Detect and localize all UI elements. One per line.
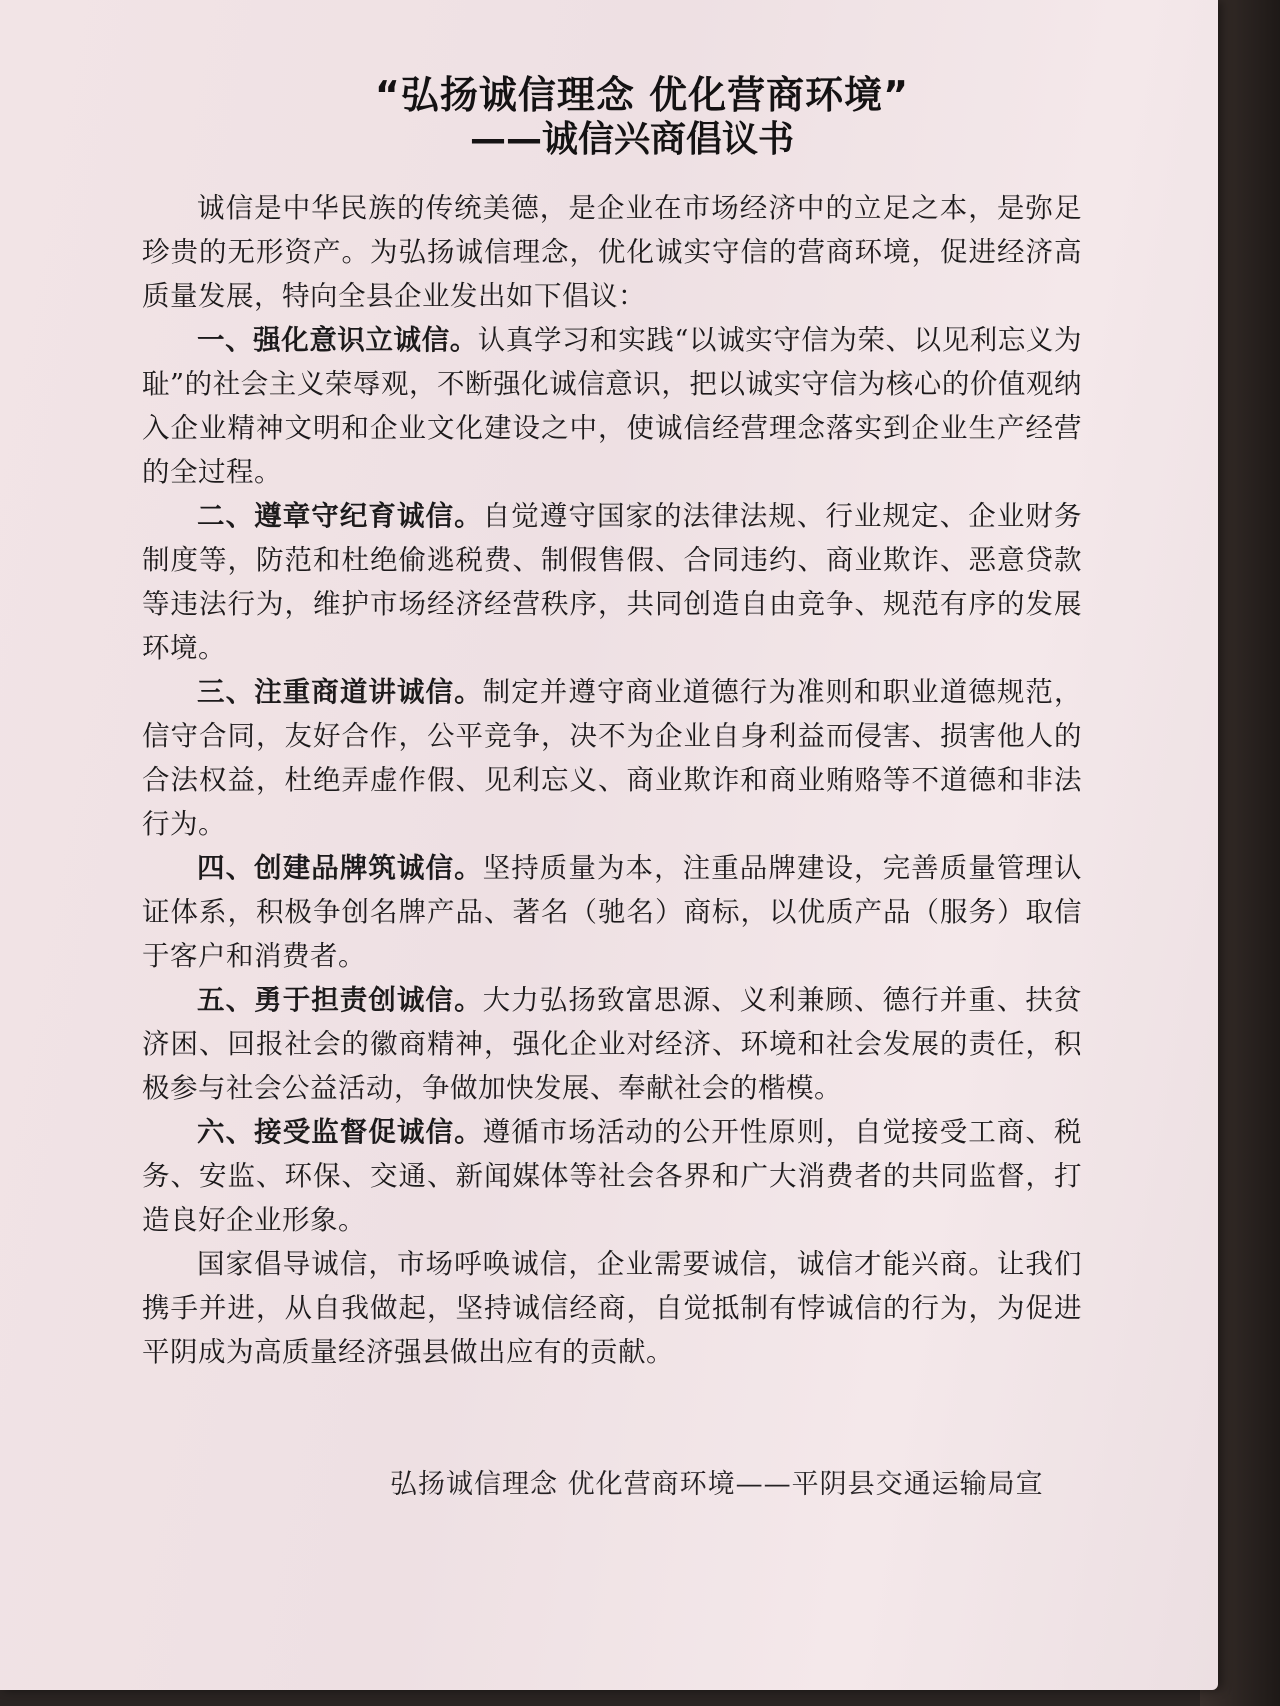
item-heading-1: 一、强化意识立诚信。 <box>197 324 478 356</box>
item-paragraph-3 <box>142 670 1082 846</box>
document-body <box>142 72 1082 1374</box>
document-title: “弘扬诚信理念 优化营商环境” <box>374 73 910 117</box>
item-heading-6: 六、接受监督促诚信。 <box>197 1116 483 1148</box>
item-text-6: 遵循市场活动的公开性原则，自觉接受工商、税务、安监、环保、交通、新闻媒体等社会各界和广大消费者的共同监督，打造良好企业形象。 <box>142 1116 1083 1236</box>
item-paragraph-4 <box>142 846 1082 978</box>
item-heading-4: 四、创建品牌筑诚信。 <box>197 852 483 884</box>
item-paragraph-6 <box>142 1110 1082 1242</box>
item-paragraph-2 <box>142 494 1082 670</box>
item-text-2: 自觉遵守国家的法律法规、行业规定、企业财务制度等，防范和杜绝偷逃税费、制假售假、合同违约、商业欺诈、恶意贷款等违法行为，维护市场经济经营秩序，共同创造自由竞争、规范有序的发展环境。 <box>142 500 1083 664</box>
item-heading-5: 五、勇于担责创诚信。 <box>197 984 483 1016</box>
signature-line: 弘扬诚信理念 优化营商环境——平阴县交通运输局宣 <box>390 1469 1044 1500</box>
item-paragraph-5 <box>142 978 1082 1110</box>
intro-paragraph: 诚信是中华民族的传统美德，是企业在市场经济中的立足之本，是弥足珍贵的无形资产。为弘扬诚信理念，优化诚实守信的营商环境，促进经济高质量发展，特向全县企业发出如下倡议： <box>142 192 1082 312</box>
item-paragraph-1 <box>142 318 1082 494</box>
document-subtitle: ——诚信兴商倡议书 <box>469 119 794 160</box>
closing-paragraph: 国家倡导诚信，市场呼唤诚信，企业需要诚信，诚信才能兴商。让我们携手并进，从自我做起，坚持诚信经商，自觉抵制有悖诚信的行为，为促进平阴成为高质量经济强县做出应有的贡献。 <box>142 1248 1082 1368</box>
item-text-1: 认真学习和实践“以诚实守信为荣、以见利忘义为耻”的社会主义荣辱观，不断强化诚信意识，把以诚实守信为核心的价值观纳入企业精神文明和企业文化建设之中，使诚信经营理念落实到企业生产经营的全过程。 <box>142 324 1083 488</box>
item-heading-2: 二、遵章守纪育诚信。 <box>197 500 483 532</box>
item-text-4: 坚持质量为本，注重品牌建设，完善质量管理认证体系，积极争创名牌产品、著名（驰名）商标，以优质产品（服务）取信于客户和消费者。 <box>142 852 1083 972</box>
item-text-5: 大力弘扬致富思源、义利兼顾、德行并重、扶贫济困、回报社会的徽商精神，强化企业对经济、环境和社会发展的责任，积极参与社会公益活动，争做加快发展、奉献社会的楷模。 <box>142 984 1083 1104</box>
item-text-3: 制定并遵守商业道德行为准则和职业道德规范，信守合同，友好合作，公平竞争，决不为企业自身利益而侵害、损害他人的合法权益，杜绝弄虚作假、见利忘义、商业欺诈和商业贿赂等不道德和非法行为。 <box>142 676 1083 840</box>
item-heading-3: 三、注重商道讲诚信。 <box>197 676 483 708</box>
